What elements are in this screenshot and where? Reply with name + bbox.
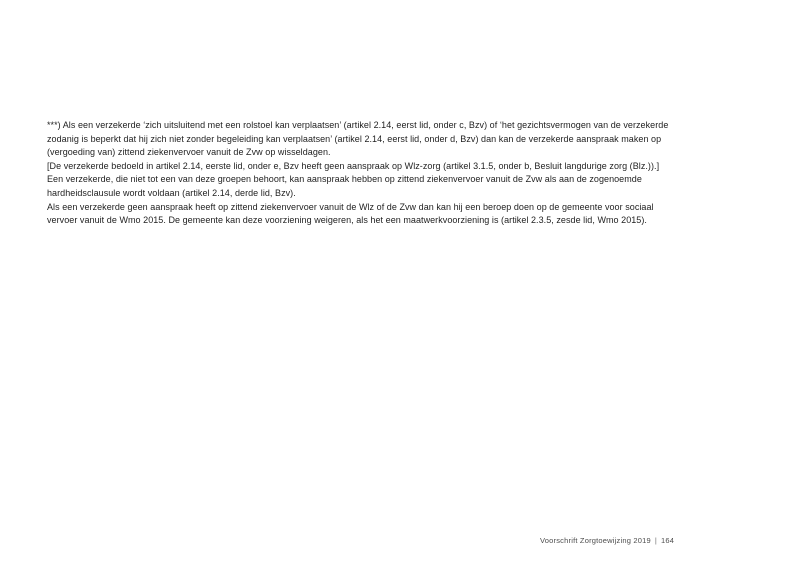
- page-footer: [540, 536, 674, 546]
- footnote-paragraph: [47, 119, 767, 228]
- footnote-line: hardheidsclausule wordt voldaan (artikel 2.14, derde lid, Bzv).: [47, 187, 296, 198]
- footnote-line: vervoer vanuit de Wmo 2015. De gemeente kan deze voorziening weigeren, als het een maatwerkvoorziening is (artikel 2.3.5, zesde lid, Wmo 2015).: [47, 215, 647, 226]
- footnote-line: zodanig is beperkt dat hij zich niet zonder begeleiding kan verplaatsen’ (artikel 2.14, eerst lid, onder d, Bzv) dan kan de verzekerde aanspraak maken op: [47, 133, 662, 144]
- footer-document-title: Voorschrift Zorgtoewijzing 2019: [540, 536, 651, 545]
- footnote-line: Als een verzekerde geen aanspraak heeft op zittend ziekenvervoer vanuit de Wlz of de Zvw dan kan hij een beroep doen op de gemeente voor sociaal: [47, 201, 654, 212]
- footnote-line: (vergoeding van) zittend ziekenvervoer vanuit de Zvw op wisseldagen.: [47, 147, 331, 158]
- footnote-line: [De verzekerde bedoeld in artikel 2.14, eerste lid, onder e, Bzv heeft geen aanspraak op Wlz-zorg (artikel 3.1.5, onder b, Besluit langdurige zorg (Blz.)).]: [47, 160, 660, 171]
- footnote-line: ***) Als een verzekerde ‘zich uitsluitend met een rolstoel kan verplaatsen’ (artikel 2.14, eerst lid, onder c, Bzv) of ‘het gezichtsvermogen van de verzekerde: [47, 120, 669, 130]
- footer-page-number: 164: [661, 536, 675, 545]
- footer-separator: |: [654, 536, 657, 545]
- footnote-line: Een verzekerde, die niet tot een van deze groepen behoort, kan aanspraak hebben op zittend ziekenvervoer vanuit de Zvw als aan de zogenoemde: [47, 174, 642, 185]
